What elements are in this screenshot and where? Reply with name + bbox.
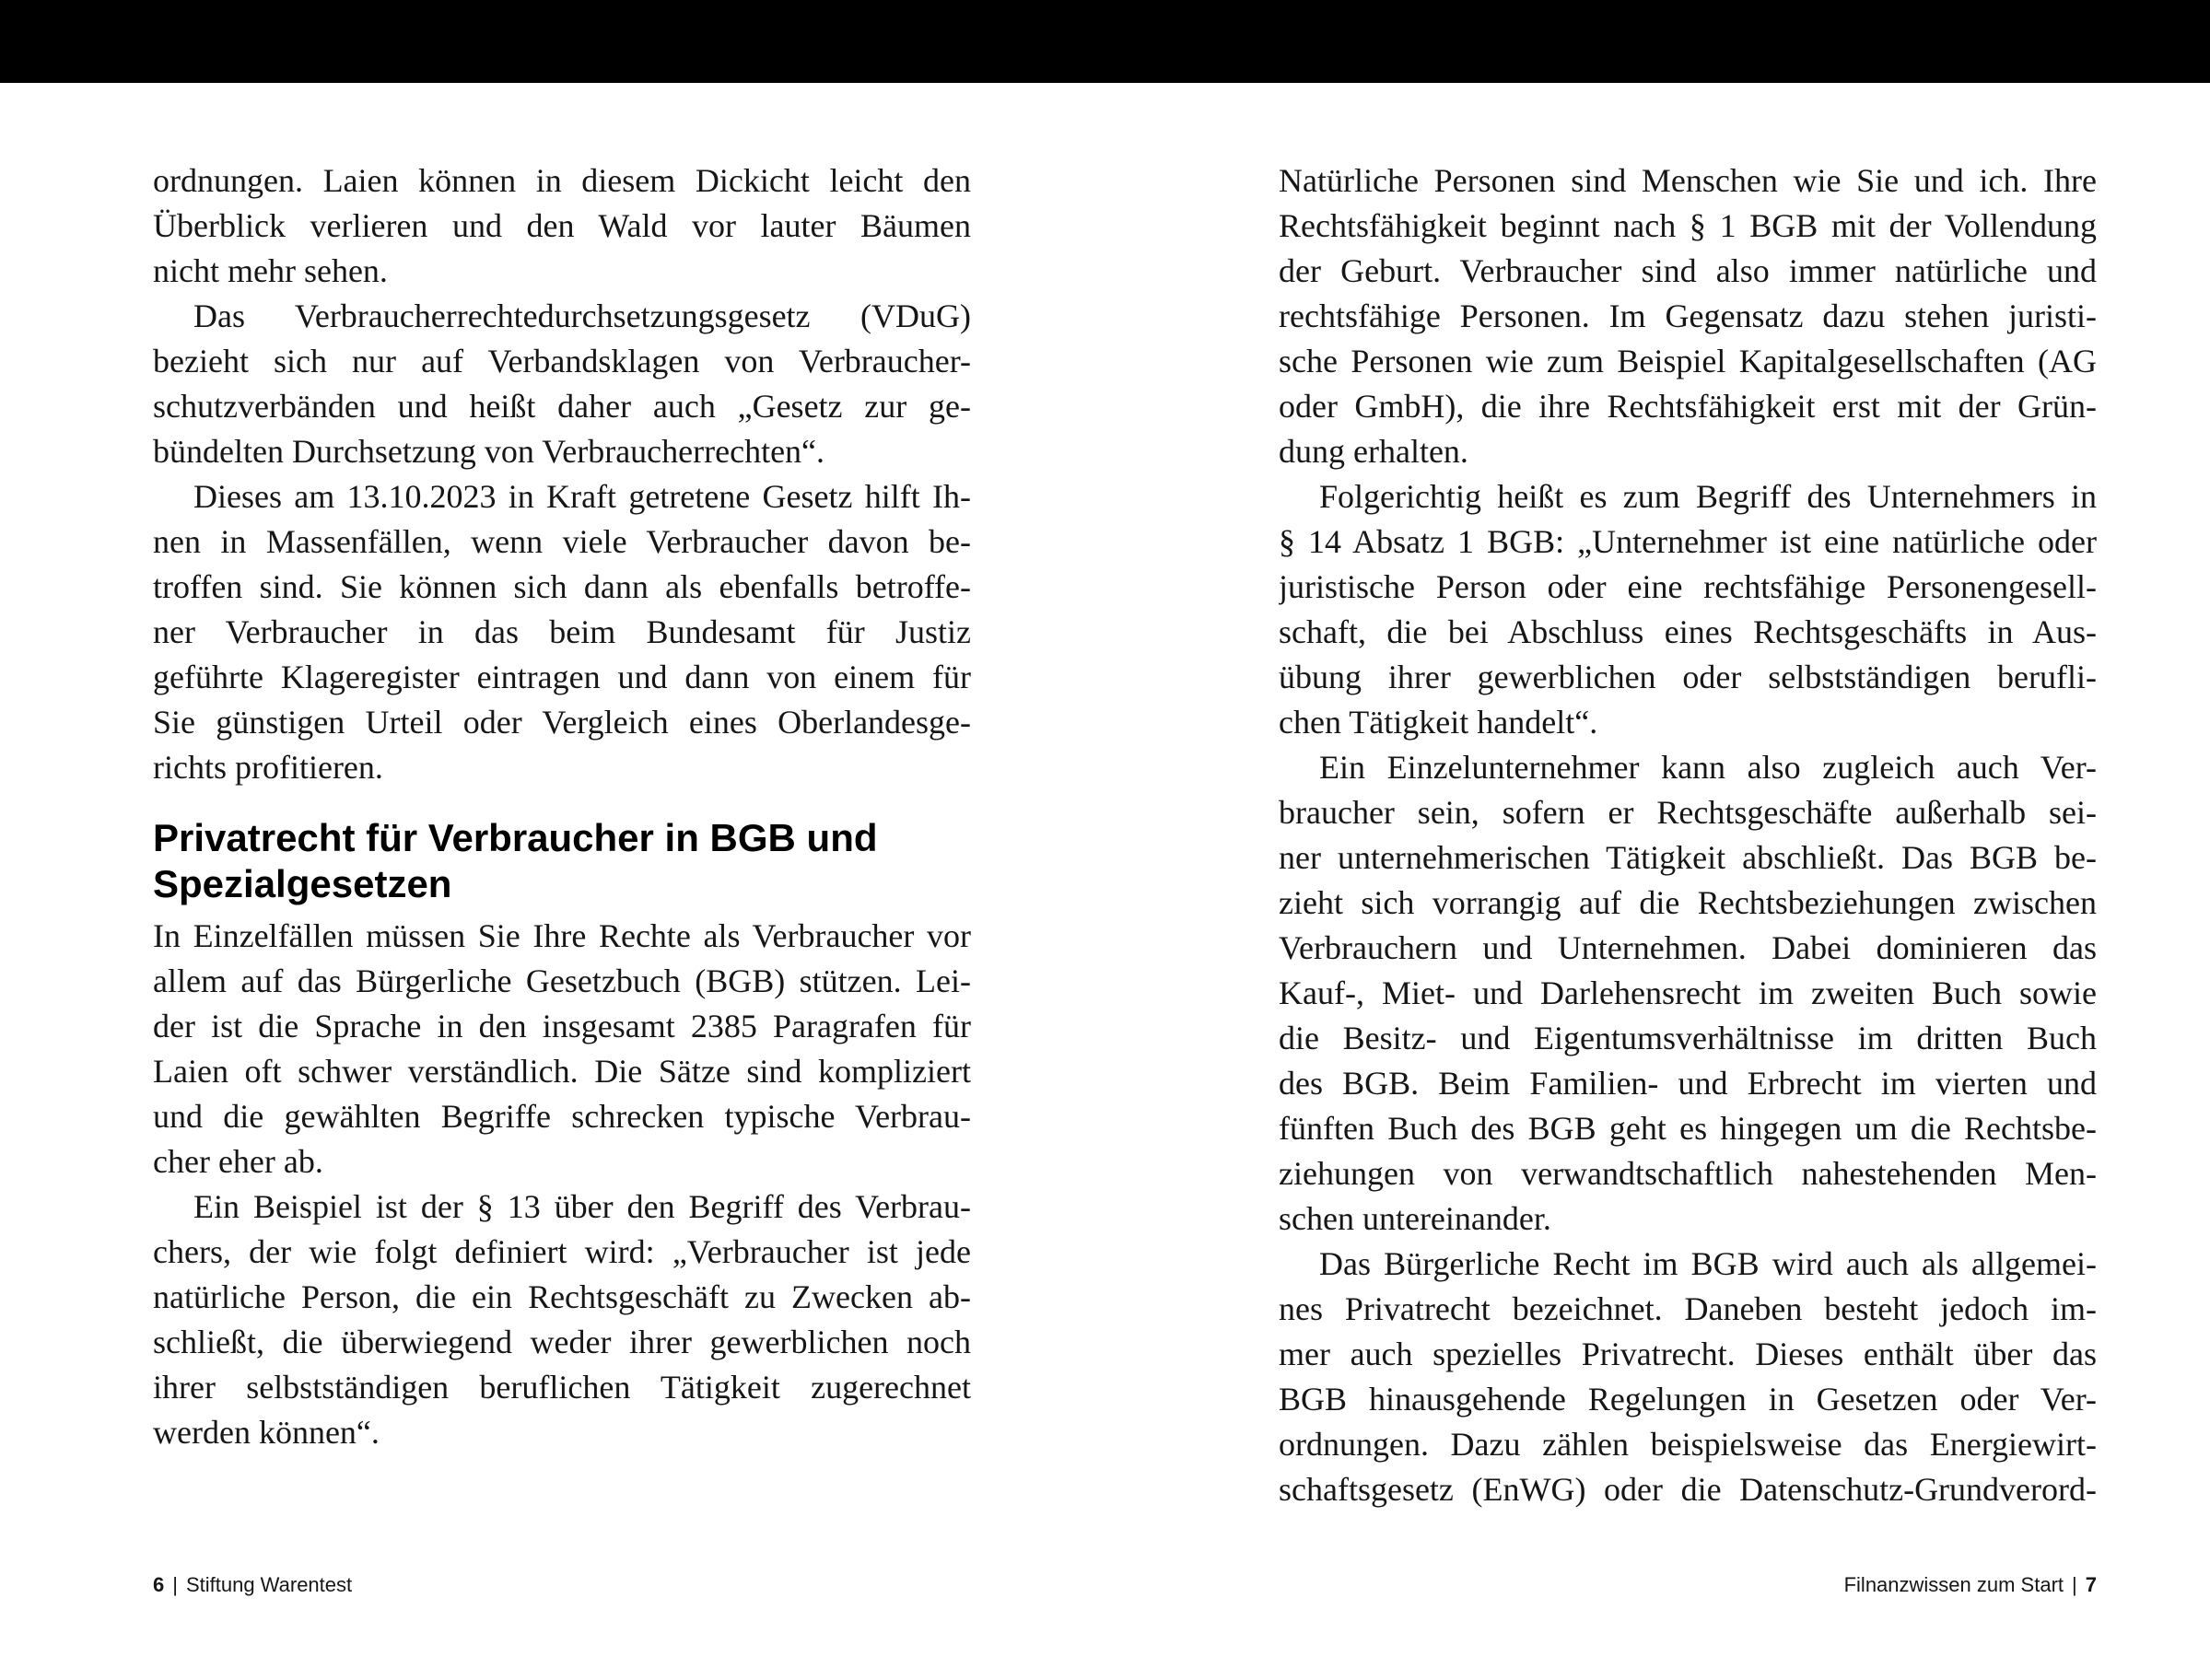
text-line: ziehungen von verwandtschaftlich nahestehenden Men- — [1279, 1155, 2097, 1192]
text-line: Überblick verlieren und den Wald vor lauter Bäumen — [153, 207, 971, 244]
text-line: übung ihrer gewerblichen oder selbstständigen berufli- — [1279, 659, 2097, 695]
text-line: werden können“. — [153, 1414, 380, 1451]
paragraph — [1279, 474, 2097, 745]
text-line: cher eher ab. — [153, 1143, 323, 1180]
text-line: ordnungen. Laien können in diesem Dickicht leicht den — [153, 162, 971, 199]
text-line: schen untereinander. — [1279, 1200, 1551, 1237]
heading-line: Privatrecht für Verbraucher in BGB und — [153, 816, 878, 859]
text-line: nes Privatrecht bezeichnet. Daneben besteht jedoch im- — [1279, 1290, 2097, 1327]
text-line: natürliche Person, die ein Rechtsgeschäft zu Zwecken ab- — [153, 1278, 971, 1315]
paragraph — [153, 158, 971, 294]
paragraph — [153, 1184, 971, 1455]
text-line: ihrer selbstständigen beruflichen Tätigkeit zugerechnet — [153, 1369, 971, 1406]
heading-line: Spezialgesetzen — [153, 862, 452, 905]
text-line: zieht sich vorrangig auf die Rechtsbeziehungen zwischen — [1279, 884, 2097, 921]
text-line: rechtsfähige Personen. Im Gegensatz dazu stehen juristi- — [1279, 298, 2097, 334]
text-line: Natürliche Personen sind Menschen wie Sie und ich. Ihre — [1279, 162, 2097, 199]
right-page-text-column — [1279, 158, 2097, 1512]
text-line: In Einzelfällen müssen Sie Ihre Rechte als Verbraucher vor — [153, 917, 971, 954]
section-heading — [153, 815, 971, 907]
text-line: chen Tätigkeit handelt“. — [1279, 704, 1598, 741]
text-line: braucher sein, sofern er Rechtsgeschäfte außerhalb sei- — [1279, 794, 2097, 831]
paragraph — [1279, 158, 2097, 474]
paragraph — [153, 474, 971, 790]
page-number-right: 7 — [2085, 1573, 2097, 1596]
paragraph — [153, 914, 971, 1184]
text-line: der Geburt. Verbraucher sind also immer natürliche und — [1279, 252, 2097, 289]
text-line: mer auch spezielles Privatrecht. Dieses enthält über das — [1279, 1336, 2097, 1372]
text-line: Sie günstigen Urteil oder Vergleich eines Oberlandesge- — [153, 704, 971, 741]
text-line: allem auf das Bürgerliche Gesetzbuch (BGB) stützen. Lei- — [153, 962, 971, 999]
text-line: Dieses am 13.10.2023 in Kraft getretene Gesetz hilft Ih- — [193, 478, 971, 515]
paragraph — [1279, 1242, 2097, 1512]
text-line: schaftsgesetz (EnWG) oder die Datenschutz-Grundverord- — [1279, 1471, 2097, 1508]
text-line: ner unternehmerischen Tätigkeit abschließt. Das BGB be- — [1279, 839, 2097, 876]
text-line: und die gewählten Begriffe schrecken typische Verbrau- — [153, 1098, 971, 1135]
text-line: des BGB. Beim Familien- und Erbrecht im vierten und — [1279, 1065, 2097, 1102]
text-line: oder GmbH), die ihre Rechtsfähigkeit erst mit der Grün- — [1279, 388, 2097, 425]
text-line: bezieht sich nur auf Verbandsklagen von Verbraucher- — [153, 343, 971, 379]
text-line: ordnungen. Dazu zählen beispielsweise das Energiewirt- — [1279, 1426, 2097, 1463]
running-title-left: Stiftung Warentest — [185, 1573, 353, 1596]
text-line: richts profitieren. — [153, 749, 383, 786]
text-line: Laien oft schwer verständlich. Die Sätze sind kompliziert — [153, 1053, 971, 1090]
text-line: Kauf-, Miet- und Darlehensrecht im zweiten Buch sowie — [1279, 974, 2097, 1011]
text-line: sche Personen wie zum Beispiel Kapitalgesellschaften (AG — [1279, 343, 2097, 379]
text-line: nicht mehr sehen. — [153, 252, 388, 289]
text-line: geführte Klageregister eintragen und dann von einem für — [153, 659, 971, 695]
text-line: nen in Massenfällen, wenn viele Verbraucher davon be- — [153, 523, 971, 560]
text-line: Das Verbraucherrechtedurchsetzungsgesetz (VDuG) — [193, 298, 971, 334]
footer-right — [1279, 1571, 2097, 1599]
text-line: § 14 Absatz 1 BGB: „Unternehmer ist eine natürliche oder — [1279, 523, 2097, 560]
paragraph — [153, 294, 971, 474]
footer-left — [153, 1571, 971, 1599]
text-line: Das Bürgerliche Recht im BGB wird auch als allgemei- — [1319, 1245, 2097, 1282]
footer-separator-right: | — [2072, 1573, 2077, 1596]
text-line: schließt, die überwiegend weder ihrer gewerblichen noch — [153, 1324, 971, 1360]
footer-separator-left: | — [172, 1573, 178, 1596]
text-line: schutzverbänden und heißt daher auch „Gesetz zur ge- — [153, 388, 971, 425]
text-line: chers, der wie folgt definiert wird: „Verbraucher ist jede — [153, 1233, 971, 1270]
text-line: der ist die Sprache in den insgesamt 2385 Paragrafen für — [153, 1008, 971, 1044]
text-line: Ein Beispiel ist der § 13 über den Begriff des Verbrau- — [193, 1188, 971, 1225]
top-bar — [0, 0, 2210, 83]
text-line: Rechtsfähigkeit beginnt nach § 1 BGB mit der Vollendung — [1279, 207, 2097, 244]
text-line: dung erhalten. — [1279, 433, 1468, 470]
text-line: Ein Einzelunternehmer kann also zugleich auch Ver- — [1319, 749, 2097, 786]
left-page-text-column — [153, 158, 971, 1455]
text-line: die Besitz- und Eigentumsverhältnisse im dritten Buch — [1279, 1020, 2097, 1056]
running-title-right: Filnanzwissen zum Start — [1843, 1573, 2064, 1596]
text-line: juristische Person oder eine rechtsfähige Personengesell- — [1279, 568, 2097, 605]
text-line: BGB hinausgehende Regelungen in Gesetzen oder Ver- — [1279, 1381, 2097, 1418]
text-line: schaft, die bei Abschluss eines Rechtsgeschäfts in Aus- — [1279, 613, 2097, 650]
text-line: ner Verbraucher in das beim Bundesamt für Justiz — [153, 613, 971, 650]
text-line: Verbrauchern und Unternehmen. Dabei dominieren das — [1279, 929, 2097, 966]
page-number-left: 6 — [153, 1573, 165, 1596]
paragraph — [1279, 745, 2097, 1242]
text-line: fünften Buch des BGB geht es hingegen um die Rechtsbe- — [1279, 1110, 2097, 1147]
text-line: troffen sind. Sie können sich dann als ebenfalls betroffe- — [153, 568, 971, 605]
text-line: bündelten Durchsetzung von Verbraucherrechten“. — [153, 433, 825, 470]
text-line: Folgerichtig heißt es zum Begriff des Unternehmers in — [1319, 478, 2097, 515]
